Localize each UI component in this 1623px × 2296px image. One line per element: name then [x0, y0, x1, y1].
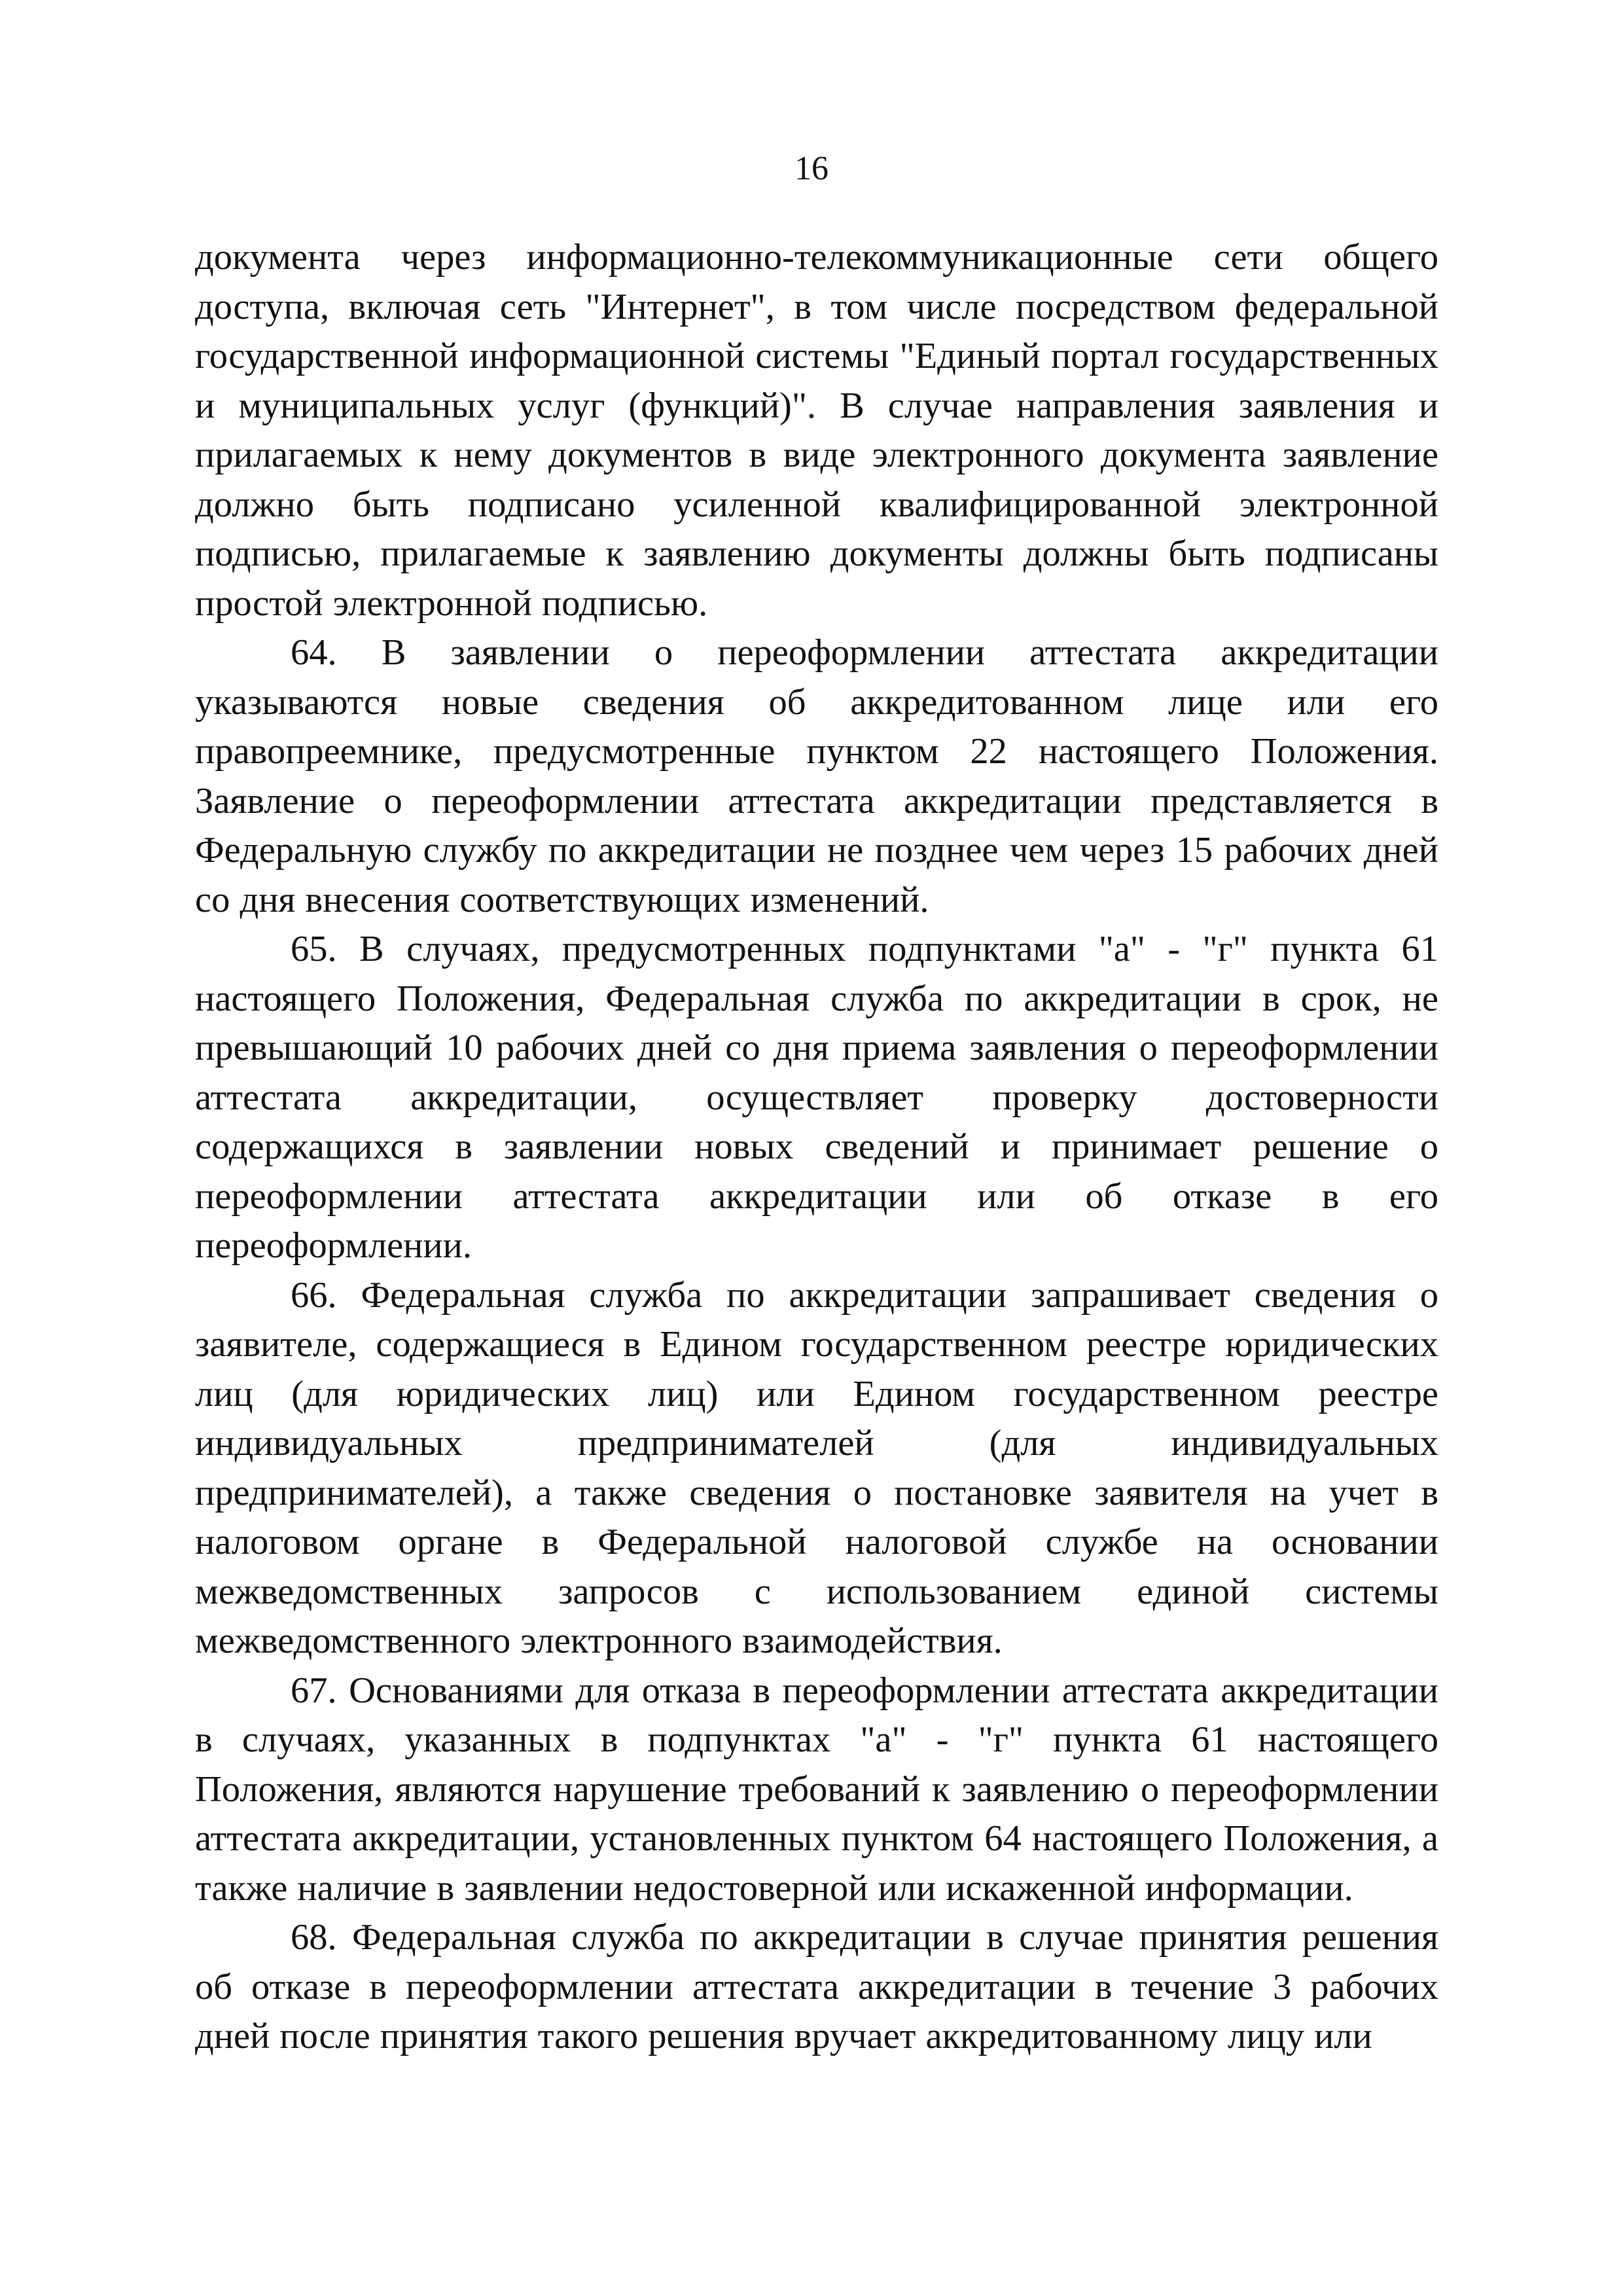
paragraph-text: Федеральная служба по аккредитации запрашивает сведения о заявителе, содержащиеся в Едином государственном реестре юридических лиц (для юридических лиц) или Едином государственном реестре индивидуальных предпринимателей (для индивидуальных предпринимателей), а также сведения о постановке заявителя на учет в налоговом органе в Федеральной налоговой службе на основании межведомственных запросов с использованием единой системы межведомственного электронного взаимодействия.	[195, 1274, 1439, 1661]
paragraph-number: 68.	[291, 1917, 337, 1958]
page-number: 16	[794, 150, 829, 187]
paragraph-68	[195, 1913, 1438, 2062]
paragraph-67	[195, 1666, 1438, 1914]
paragraph-text: документа через информационно-телекоммуникационные сети общего доступа, включая сеть "Интернет", в том числе посредством федеральной государственной информационной системы "Единый портал государственных и муниципальных услуг (функций)". В случае направления заявления и прилагаемых к нему документов в виде электронного документа заявление должно быть подписано усиленной квалифицированной электронной подписью, прилагаемые к заявлению документы должны быть подписаны простой электронной подписью.	[195, 237, 1438, 624]
document-body	[195, 233, 1438, 2062]
paragraph-text: В заявлении о переоформлении аттестата аккредитации указываются новые сведения об аккредитованном лице или его правопреемнике, предусмотренные пунктом 22 настоящего Положения. Заявление о переоформлении аттестата аккредитации представляется в Федеральную службу по аккредитации не позднее чем через 15 рабочих дней со дня внесения соответствующих изменений.	[195, 632, 1438, 920]
paragraph-number: 65.	[291, 929, 337, 969]
paragraph-text: Федеральная служба по аккредитации в случае принятия решения об отказе в переоформлении аттестата аккредитации в течение 3 рабочих дней после принятия такого решения вручает аккредитованному лицу или	[195, 1917, 1439, 2056]
paragraph-66	[195, 1271, 1438, 1666]
paragraph-number: 66.	[291, 1274, 337, 1316]
paragraph-continuation	[195, 233, 1438, 628]
paragraph-number: 67.	[291, 1670, 337, 1711]
paragraph-number: 64.	[291, 632, 337, 673]
paragraph-text: Основаниями для отказа в переоформлении аттестата аккредитации в случаях, указанных в подпунктах "а" - "г" пункта 61 настоящего Положения, являются нарушение требований к заявлению о переоформлении аттестата аккредитации, установленных пунктом 64 настоящего Положения, а также наличие в заявлении недостоверной или искаженной информации.	[195, 1670, 1438, 1909]
paragraph-text: В случаях, предусмотренных подпунктами "а" - "г" пункта 61 настоящего Положения, Федеральная служба по аккредитации в срок, не превышающий 10 рабочих дней со дня приема заявления о переоформлении аттестата аккредитации, осуществляет проверку достоверности содержащихся в заявлении новых сведений и принимает решение о переоформлении аттестата аккредитации или об отказе в его переоформлении.	[195, 929, 1439, 1266]
paragraph-65	[195, 925, 1438, 1271]
paragraph-64	[195, 628, 1438, 925]
